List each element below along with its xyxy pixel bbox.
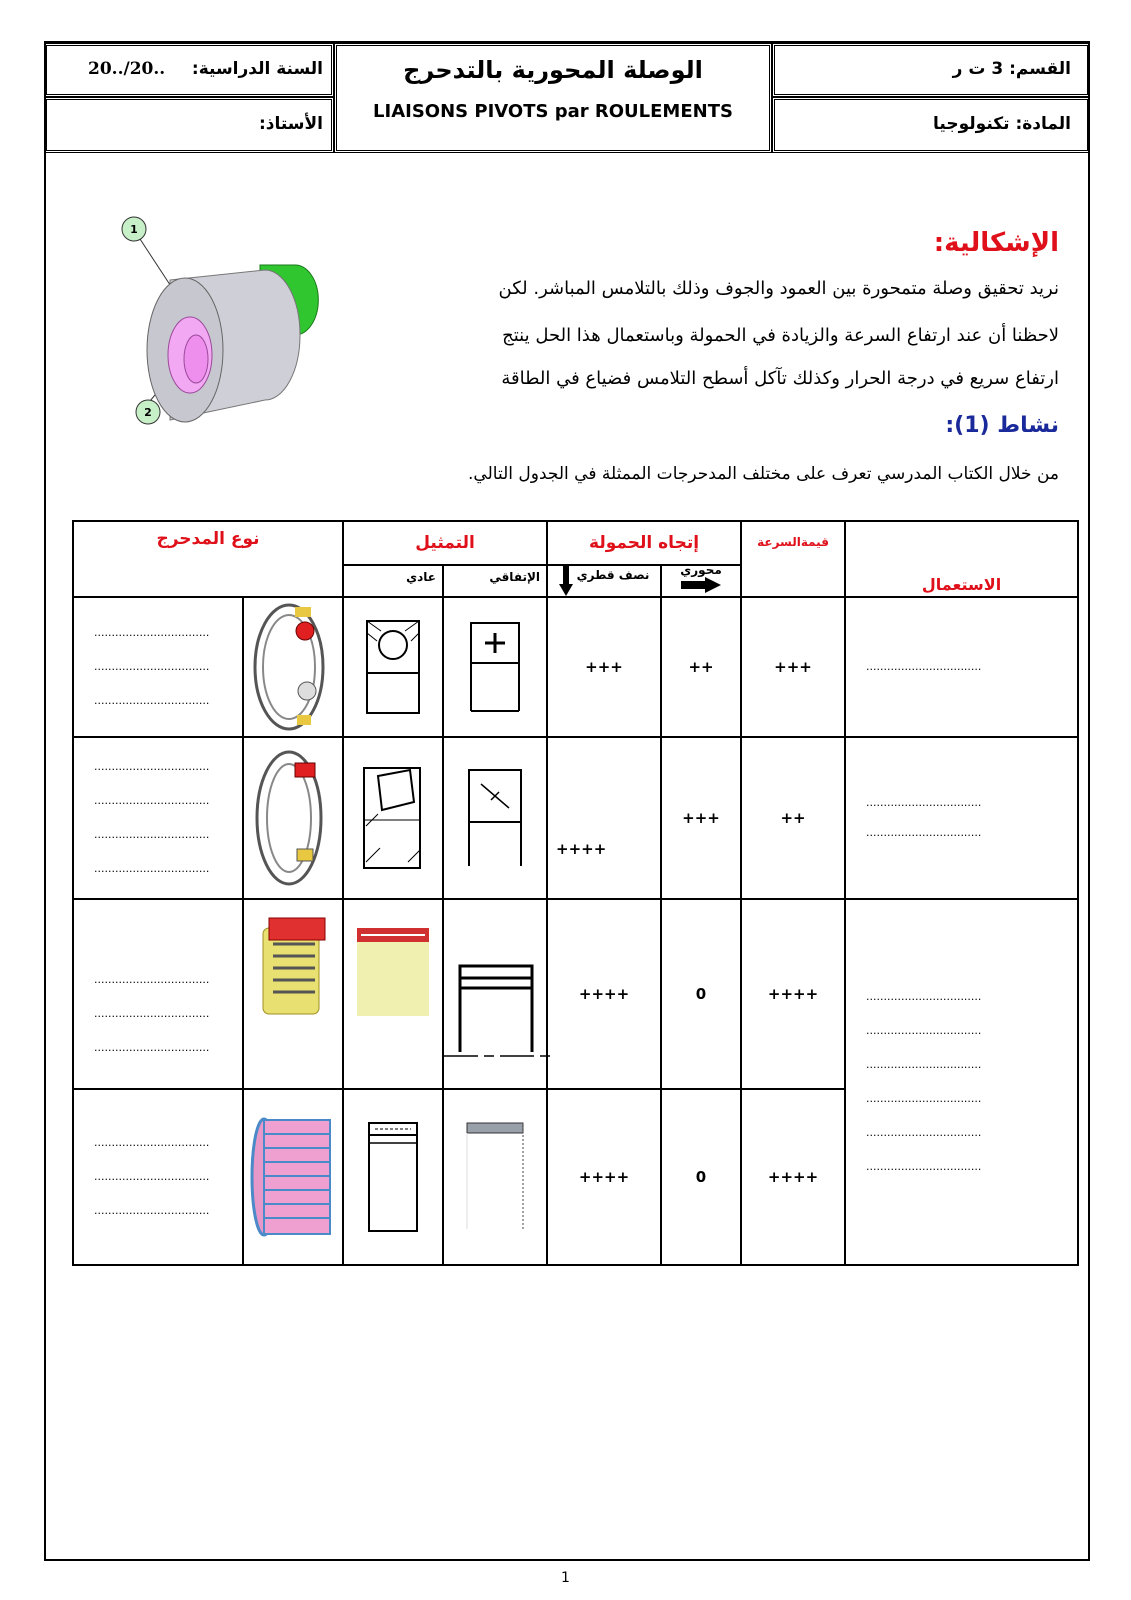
col-load-radial-title: نصف قطري [576, 568, 650, 582]
normal-repr-cell [343, 899, 443, 1089]
tapered-bearing-symbol [463, 766, 527, 870]
col-load-header [547, 521, 741, 565]
bearings-table [72, 520, 1079, 1266]
answer-line: ................................. [866, 1092, 982, 1105]
answer-line: ................................. [866, 1058, 982, 1071]
document-title-ar: الوصلة المحورية بالتدحرج [403, 56, 703, 84]
activity-text: من خلال الكتاب المدرسي تعرف على مختلف المدحرجات الممثلة في الجدول التالي. [468, 464, 1059, 484]
answer-line: ................................. [94, 862, 210, 875]
answer-line: ................................. [866, 826, 982, 839]
ball-bearing-image [245, 599, 341, 735]
col-load-radial-header [547, 565, 661, 597]
axial-load-value: 0 [661, 1089, 741, 1265]
use-answer-cell [845, 597, 1078, 737]
shaft-end-inner [184, 335, 208, 383]
problem-line-1: نريد تحقيق وصلة متمحورة بين العمود والجوف وذلك بالتلامس المباشر. لكن [498, 278, 1059, 299]
answer-line: ................................. [94, 828, 210, 841]
col-type-header [73, 521, 343, 597]
subject-label: المادة: تكنولوجيا [933, 114, 1071, 134]
table-row [73, 597, 1078, 737]
radial-load-value: ++++ [556, 840, 607, 858]
normal-repr-cell [343, 1089, 443, 1265]
activity-heading: نشاط (1): [945, 413, 1059, 438]
speed-value: ++ [741, 737, 845, 899]
arrow-down-icon [559, 566, 573, 596]
needle-bearing-image [253, 914, 333, 1024]
table-row [73, 737, 1078, 899]
radial-load-value: ++++ [547, 899, 661, 1089]
type-answer-cell [73, 737, 243, 899]
year-value: 20../20.. [88, 59, 166, 79]
normal-repr-cell [343, 737, 443, 899]
answer-line: ................................. [94, 794, 210, 807]
bearing-photo-cell [243, 597, 343, 737]
needle-bearing-section [355, 922, 431, 1018]
col-speed-title: قيمةالسرعة [757, 535, 829, 549]
document-title-fr: LIAISONS PIVOTS par ROULEMENTS [373, 101, 733, 122]
answer-line: ................................. [866, 796, 982, 809]
col-repr-header [343, 521, 547, 565]
needle-bearing-symbol [444, 962, 554, 1072]
use-answer-cell [845, 737, 1078, 899]
problem-line-3: ارتفاع سريع في درجة الحرار وكذلك تآكل أسطح التلامس فضياع في الطاقة [501, 368, 1059, 389]
conv-repr-cell [443, 1089, 547, 1265]
col-repr-normal-header [343, 565, 443, 597]
answer-line: ................................. [94, 1007, 210, 1020]
label-1: 1 [130, 223, 138, 236]
answer-line: ................................. [94, 973, 210, 986]
col-load-axial-header [661, 565, 741, 597]
conv-repr-cell [443, 597, 547, 737]
conv-repr-cell [443, 899, 547, 1089]
answer-line: ................................. [866, 1024, 982, 1037]
page-number: 1 [561, 1570, 570, 1586]
col-repr-title: التمثيل [415, 533, 475, 553]
class-label: القسم: 3 ت ر [952, 59, 1071, 79]
answer-line: ................................. [94, 1204, 210, 1217]
col-use-header [845, 521, 1078, 597]
type-answer-cell [73, 1089, 243, 1265]
axial-load-value: +++ [661, 737, 741, 899]
speed-value: ++++ [741, 899, 845, 1089]
answer-line: ................................. [866, 1160, 982, 1173]
col-load-axial-title: محوري [680, 563, 722, 577]
radial-load-value: +++ [547, 597, 661, 737]
answer-line: ................................. [94, 1136, 210, 1149]
needle-cage-image [248, 1114, 338, 1240]
type-answer-cell [73, 899, 243, 1089]
col-repr-normal-title: عادي [406, 570, 436, 584]
axial-load-value: 0 [661, 899, 741, 1089]
normal-repr-cell [343, 597, 443, 737]
tapered-roller-section [358, 762, 428, 874]
type-answer-cell [73, 597, 243, 737]
answer-line: ................................. [866, 660, 982, 673]
problem-line-2: لاحظنا أن عند ارتفاع السرعة والزيادة في الحمولة وباستعمال هذا الحل ينتج [502, 325, 1059, 346]
bearing-photo-cell [243, 737, 343, 899]
table-row [73, 899, 1078, 1089]
year-label: السنة الدراسية: [191, 59, 323, 79]
answer-line: ................................. [94, 1170, 210, 1183]
ball-bearing-section [363, 617, 423, 717]
needle-cage-symbol [457, 1117, 533, 1237]
col-type-title: نوع المدحرج [156, 529, 260, 549]
bearing-photo-cell [243, 899, 343, 1089]
axial-load-value: ++ [661, 597, 741, 737]
conv-repr-cell [443, 737, 547, 899]
answer-line: ................................. [94, 626, 210, 639]
label-2: 2 [144, 406, 152, 419]
answer-line: ................................. [94, 1041, 210, 1054]
radial-load-cell [547, 737, 661, 899]
answer-line: ................................. [94, 760, 210, 773]
use-answer-cell [845, 899, 1078, 1265]
col-repr-conv-header [443, 565, 547, 597]
col-load-title: إتجاه الحمولة [589, 533, 700, 553]
radial-load-value: ++++ [547, 1089, 661, 1265]
answer-line: ................................. [94, 694, 210, 707]
col-speed-header [741, 521, 845, 597]
bearing-photo-cell [243, 1089, 343, 1265]
needle-cage-section [361, 1117, 425, 1237]
speed-value: ++++ [741, 1089, 845, 1265]
arrow-right-icon [681, 577, 721, 593]
answer-line: ................................. [866, 990, 982, 1003]
col-use-title: الاستعمال [921, 574, 1002, 594]
col-repr-conv-title: الإتفاقي [489, 570, 541, 584]
answer-line: ................................. [94, 660, 210, 673]
teacher-label: الأستاذ: [258, 114, 323, 134]
problem-heading: الإشكالية: [933, 228, 1059, 258]
radial-bearing-symbol [465, 617, 525, 717]
answer-line: ................................. [866, 1126, 982, 1139]
speed-value: +++ [741, 597, 845, 737]
shaft-bore-figure [110, 205, 330, 440]
tapered-roller-bearing-image [245, 743, 341, 893]
